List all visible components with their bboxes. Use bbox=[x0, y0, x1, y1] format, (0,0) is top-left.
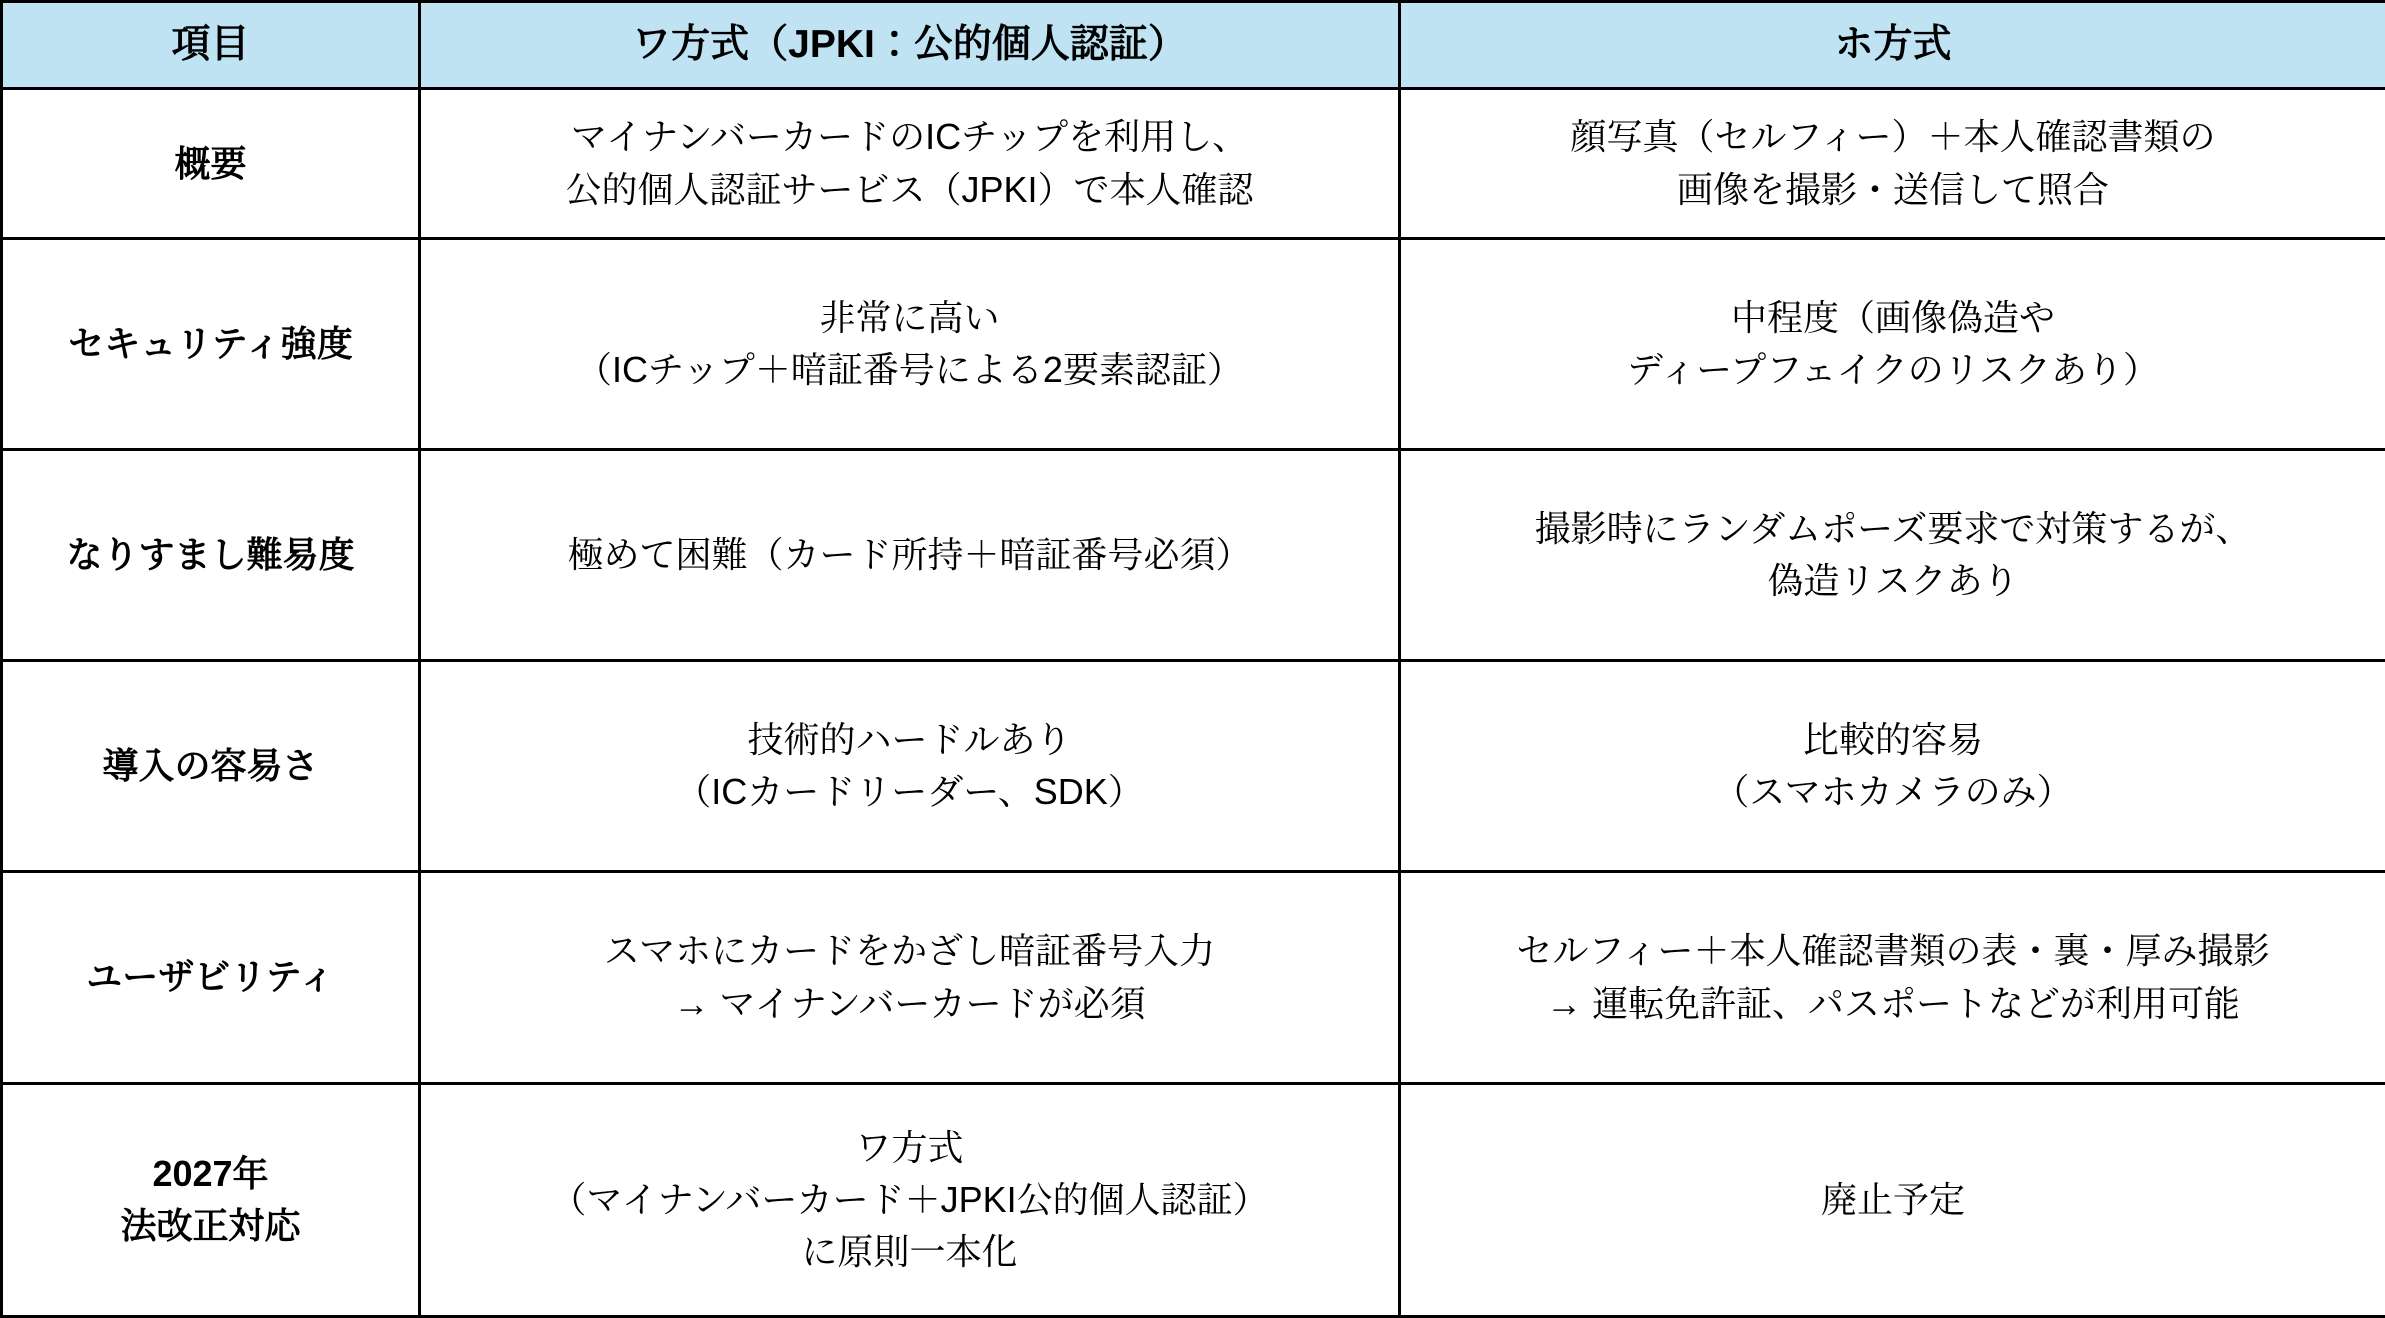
cell-gaiyou-ho bbox=[1400, 89, 2385, 239]
table-row bbox=[2, 1083, 2385, 1316]
cell-security-wa bbox=[420, 239, 1400, 450]
cell-line: ディープフェイクのリスクあり） bbox=[1626, 349, 2160, 391]
cell-line: 中程度（画像偽造や bbox=[1730, 297, 2055, 339]
cell-usability-wa bbox=[420, 872, 1400, 1083]
table-header bbox=[2, 2, 2385, 89]
table-body bbox=[2, 89, 2385, 1317]
cell-security-ho bbox=[1400, 239, 2385, 450]
cell-line: 画像を撮影・送信して照合 bbox=[1676, 168, 2109, 210]
cell-line: スマホにカードをかざし暗証番号入力 bbox=[603, 930, 1216, 972]
cell-line: 偽造リスクあり bbox=[1767, 560, 2019, 602]
cell-line: → マイナンバーカードが必須 bbox=[673, 982, 1146, 1024]
cell-line: （ICチップ＋暗証番号による2要素認証） bbox=[576, 349, 1243, 391]
row-label-narisumasi: なりすまし難易度 bbox=[2, 450, 420, 661]
cell-line: 非常に高い bbox=[819, 297, 1000, 339]
table-row bbox=[2, 89, 2385, 239]
cell-line: マイナンバーカードのICチップを利用し、 bbox=[570, 116, 1249, 158]
cell-line: ワ方式 bbox=[855, 1126, 964, 1168]
cell-usability-ho bbox=[1400, 872, 2385, 1083]
cell-dounyu-wa bbox=[420, 661, 1400, 872]
table-row bbox=[2, 661, 2385, 872]
cell-narisumasi-wa bbox=[420, 450, 1400, 661]
header-ho: ホ方式 bbox=[1400, 2, 2385, 89]
row-label-dounyu: 導入の容易さ bbox=[2, 661, 420, 872]
row-label-line: 法改正対応 bbox=[120, 1204, 301, 1246]
cell-line: （スマホカメラのみ） bbox=[1713, 771, 2073, 813]
row-label-security: セキュリティ強度 bbox=[2, 239, 420, 450]
row-label-line: 2027年 bbox=[152, 1152, 269, 1194]
cell-line: → 運転免許証、パスポートなどが利用可能 bbox=[1545, 982, 2240, 1024]
cell-houkaisei-wa bbox=[420, 1083, 1400, 1316]
header-wa: ワ方式（JPKI：公的個人認証） bbox=[420, 2, 1400, 89]
table-row bbox=[2, 450, 2385, 661]
table-row bbox=[2, 239, 2385, 450]
cell-gaiyou-wa bbox=[420, 89, 1400, 239]
header-item: 項目 bbox=[2, 2, 420, 89]
cell-line: （ICカードリーダー、SDK） bbox=[675, 771, 1144, 813]
cell-dounyu-ho bbox=[1400, 661, 2385, 872]
cell-line: 比較的容易 bbox=[1802, 719, 1983, 761]
cell-line: 技術的ハードルあり bbox=[747, 719, 1072, 761]
row-label-usability: ユーザビリティ bbox=[2, 872, 420, 1083]
cell-line: セルフィー＋本人確認書類の表・裏・厚み撮影 bbox=[1516, 930, 2270, 972]
table-header-row bbox=[2, 2, 2385, 89]
row-label-gaiyou: 概要 bbox=[2, 89, 420, 239]
cell-narisumasi-ho bbox=[1400, 450, 2385, 661]
cell-line: 極めて困難（カード所持＋暗証番号必須） bbox=[567, 534, 1252, 576]
cell-line: 顔写真（セルフィー）＋本人確認書類の bbox=[1570, 116, 2216, 158]
cell-houkaisei-ho bbox=[1400, 1083, 2385, 1316]
cell-line: 公的個人認証サービス（JPKI）で本人確認 bbox=[565, 168, 1254, 210]
cell-line: （マイナンバーカード＋JPKI公的個人認証） bbox=[550, 1178, 1269, 1220]
cell-line: 撮影時にランダムポーズ要求で対策するが、 bbox=[1534, 508, 2252, 550]
cell-line: 廃止予定 bbox=[1820, 1178, 1965, 1220]
cell-line: に原則一本化 bbox=[801, 1230, 1018, 1272]
row-label-houkaisei bbox=[2, 1083, 420, 1316]
table-row bbox=[2, 872, 2385, 1083]
